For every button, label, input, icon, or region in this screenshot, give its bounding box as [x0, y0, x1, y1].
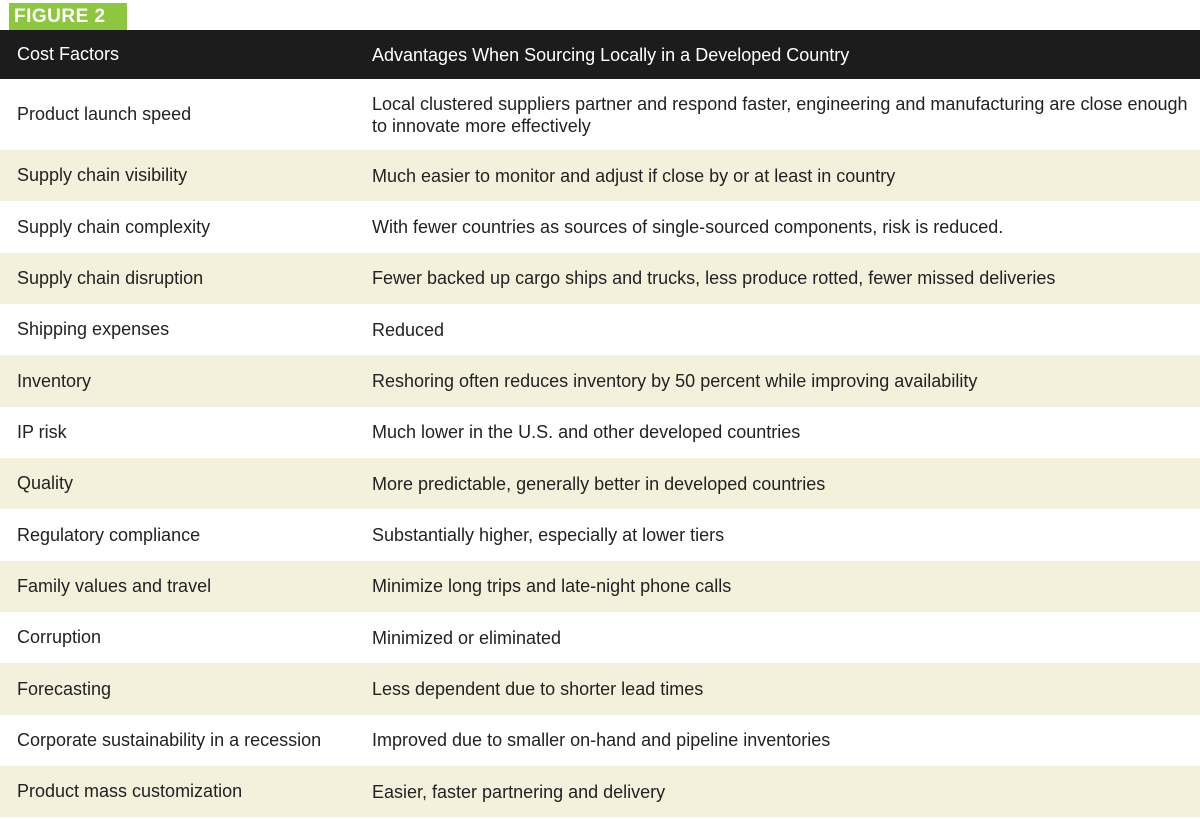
table-row — [0, 715, 1200, 766]
cost-factor-cell: Quality — [17, 473, 74, 494]
advantage-cell: Easier, faster partnering and delivery — [372, 781, 666, 802]
advantage-cell: With fewer countries as sources of single-sourced components, risk is reduced. — [372, 217, 1004, 238]
advantage-cell: Less dependent due to shorter lead times — [372, 679, 704, 700]
cost-factor-cell: Corruption — [17, 627, 102, 648]
table-row — [0, 766, 1200, 817]
advantage-cell: Much lower in the U.S. and other developed countries — [372, 422, 801, 443]
cost-factor-cell: Product launch speed — [17, 104, 192, 124]
advantage-cell: Local clustered suppliers partner and respond faster, engineering and manufacturing are close enough to innovate more effectively — [372, 93, 1188, 136]
advantage-cell: Minimized or eliminated — [372, 627, 562, 648]
table-row — [0, 509, 1200, 560]
advantage-cell: More predictable, generally better in developed countries — [372, 473, 826, 494]
table-row — [0, 150, 1200, 201]
table-row — [0, 612, 1200, 663]
table-row — [0, 304, 1200, 355]
table-row — [0, 663, 1200, 714]
table-row — [0, 355, 1200, 406]
cost-factor-cell: Supply chain visibility — [17, 165, 188, 186]
table-row — [0, 407, 1200, 458]
table-header-row — [0, 30, 1200, 79]
advantage-cell: Improved due to smaller on-hand and pipeline inventories — [372, 730, 831, 751]
table-row — [0, 253, 1200, 304]
cost-factor-cell: Shipping expenses — [17, 319, 170, 340]
advantage-cell: Much easier to monitor and adjust if close by or at least in country — [372, 165, 896, 186]
advantage-cell: Substantially higher, especially at lower tiers — [372, 525, 725, 546]
table-row — [0, 79, 1200, 150]
cost-factor-cell: Regulatory compliance — [17, 524, 201, 545]
cost-factor-cell: IP risk — [17, 421, 67, 442]
table-row — [0, 201, 1200, 252]
figure-label: FIGURE 2 — [9, 3, 127, 30]
cost-factors-table — [0, 30, 1200, 817]
header-cost-factors: Cost Factors — [17, 44, 120, 64]
advantage-cell: Minimize long trips and late-night phone calls — [372, 576, 732, 597]
cost-factor-cell: Product mass customization — [17, 781, 243, 802]
cost-factor-cell: Supply chain disruption — [17, 267, 204, 288]
cost-factor-cell: Inventory — [17, 370, 92, 391]
cost-factor-cell: Family values and travel — [17, 575, 212, 596]
cost-factor-cell: Corporate sustainability in a recession — [17, 729, 322, 750]
header-advantages: Advantages When Sourcing Locally in a Developed Country — [372, 44, 850, 65]
advantage-cell: Reshoring often reduces inventory by 50 percent while improving availability — [372, 371, 978, 392]
advantage-cell: Fewer backed up cargo ships and trucks, less produce rotted, fewer missed deliveries — [372, 268, 1056, 289]
advantage-cell: Reduced — [372, 319, 445, 340]
cost-factor-cell: Supply chain complexity — [17, 216, 211, 237]
cost-factor-cell: Forecasting — [17, 678, 112, 699]
table-row — [0, 458, 1200, 509]
table-row — [0, 561, 1200, 612]
